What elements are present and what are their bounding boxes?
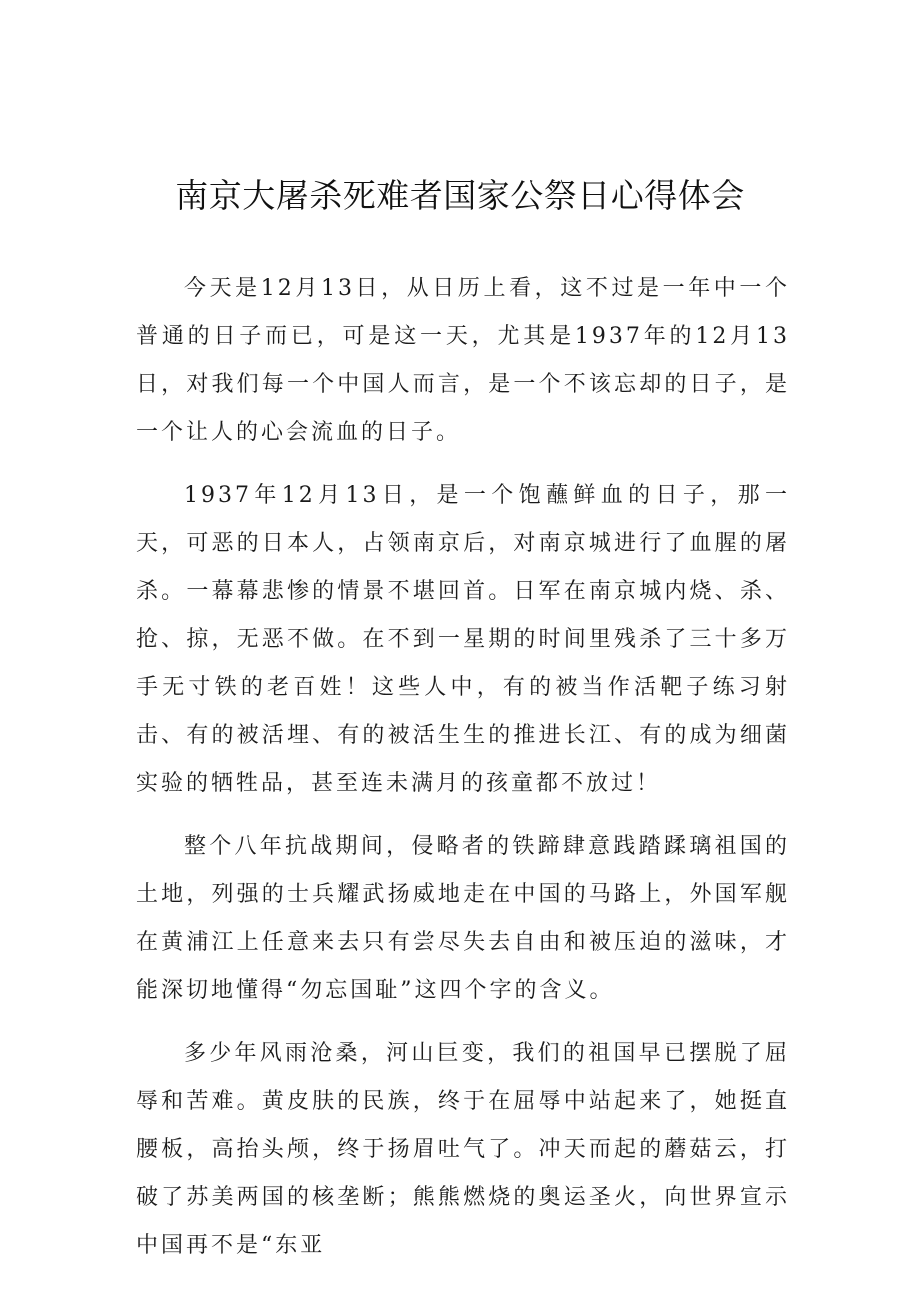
paragraph-1: 今天是12月13日，从日历上看，这不过是一年中一个普通的日子而已，可是这一天，尤其是1937年的12月13日，对我们每一个中国人而言，是一个不该忘却的日子，是一个让人的心会流血的日子。 [136, 276, 790, 445]
paragraph-2: 1937年12月13日，是一个饱蘸鲜血的日子，那一天，可恶的日本人，占领南京后，对南京城进行了血腥的屠杀。一幕幕悲惨的情景不堪回首。日军在南京城内烧、杀、抢、掠，无恶不做。在不到一星期的时间里残杀了三十多万手无寸铁的老百姓！这些人中，有的被当作活靶子练习射击、有的被活埋、有的被活生生的推进长江、有的成为细菌实验的牺牲品，甚至连未满月的孩童都不放过！ [136, 483, 790, 796]
document-title: 南京大屠杀死难者国家公祭日心得体会 [175, 176, 745, 215]
paragraph-4: 多少年风雨沧桑，河山巨变，我们的祖国早已摆脱了屈辱和苦难。黄皮肤的民族，终于在屈辱中站起来了，她挺直腰板，高抬头颅，终于扬眉吐气了。冲天而起的蘑菇云，打破了苏美两国的核垄断；熊熊燃烧的奥运圣火，向世界宣示中国再不是“东亚 [136, 1041, 790, 1258]
document-body [136, 265, 790, 1285]
paragraph-3: 整个八年抗战期间，侵略者的铁蹄肆意践踏蹂璃祖国的土地，列强的士兵耀武扬威地走在中国的马路上，外国军舰在黄浦江上任意来去只有尝尽失去自由和被压迫的滋味，才能深切地懂得“勿忘国耻”这四个字的含义。 [136, 834, 790, 1003]
